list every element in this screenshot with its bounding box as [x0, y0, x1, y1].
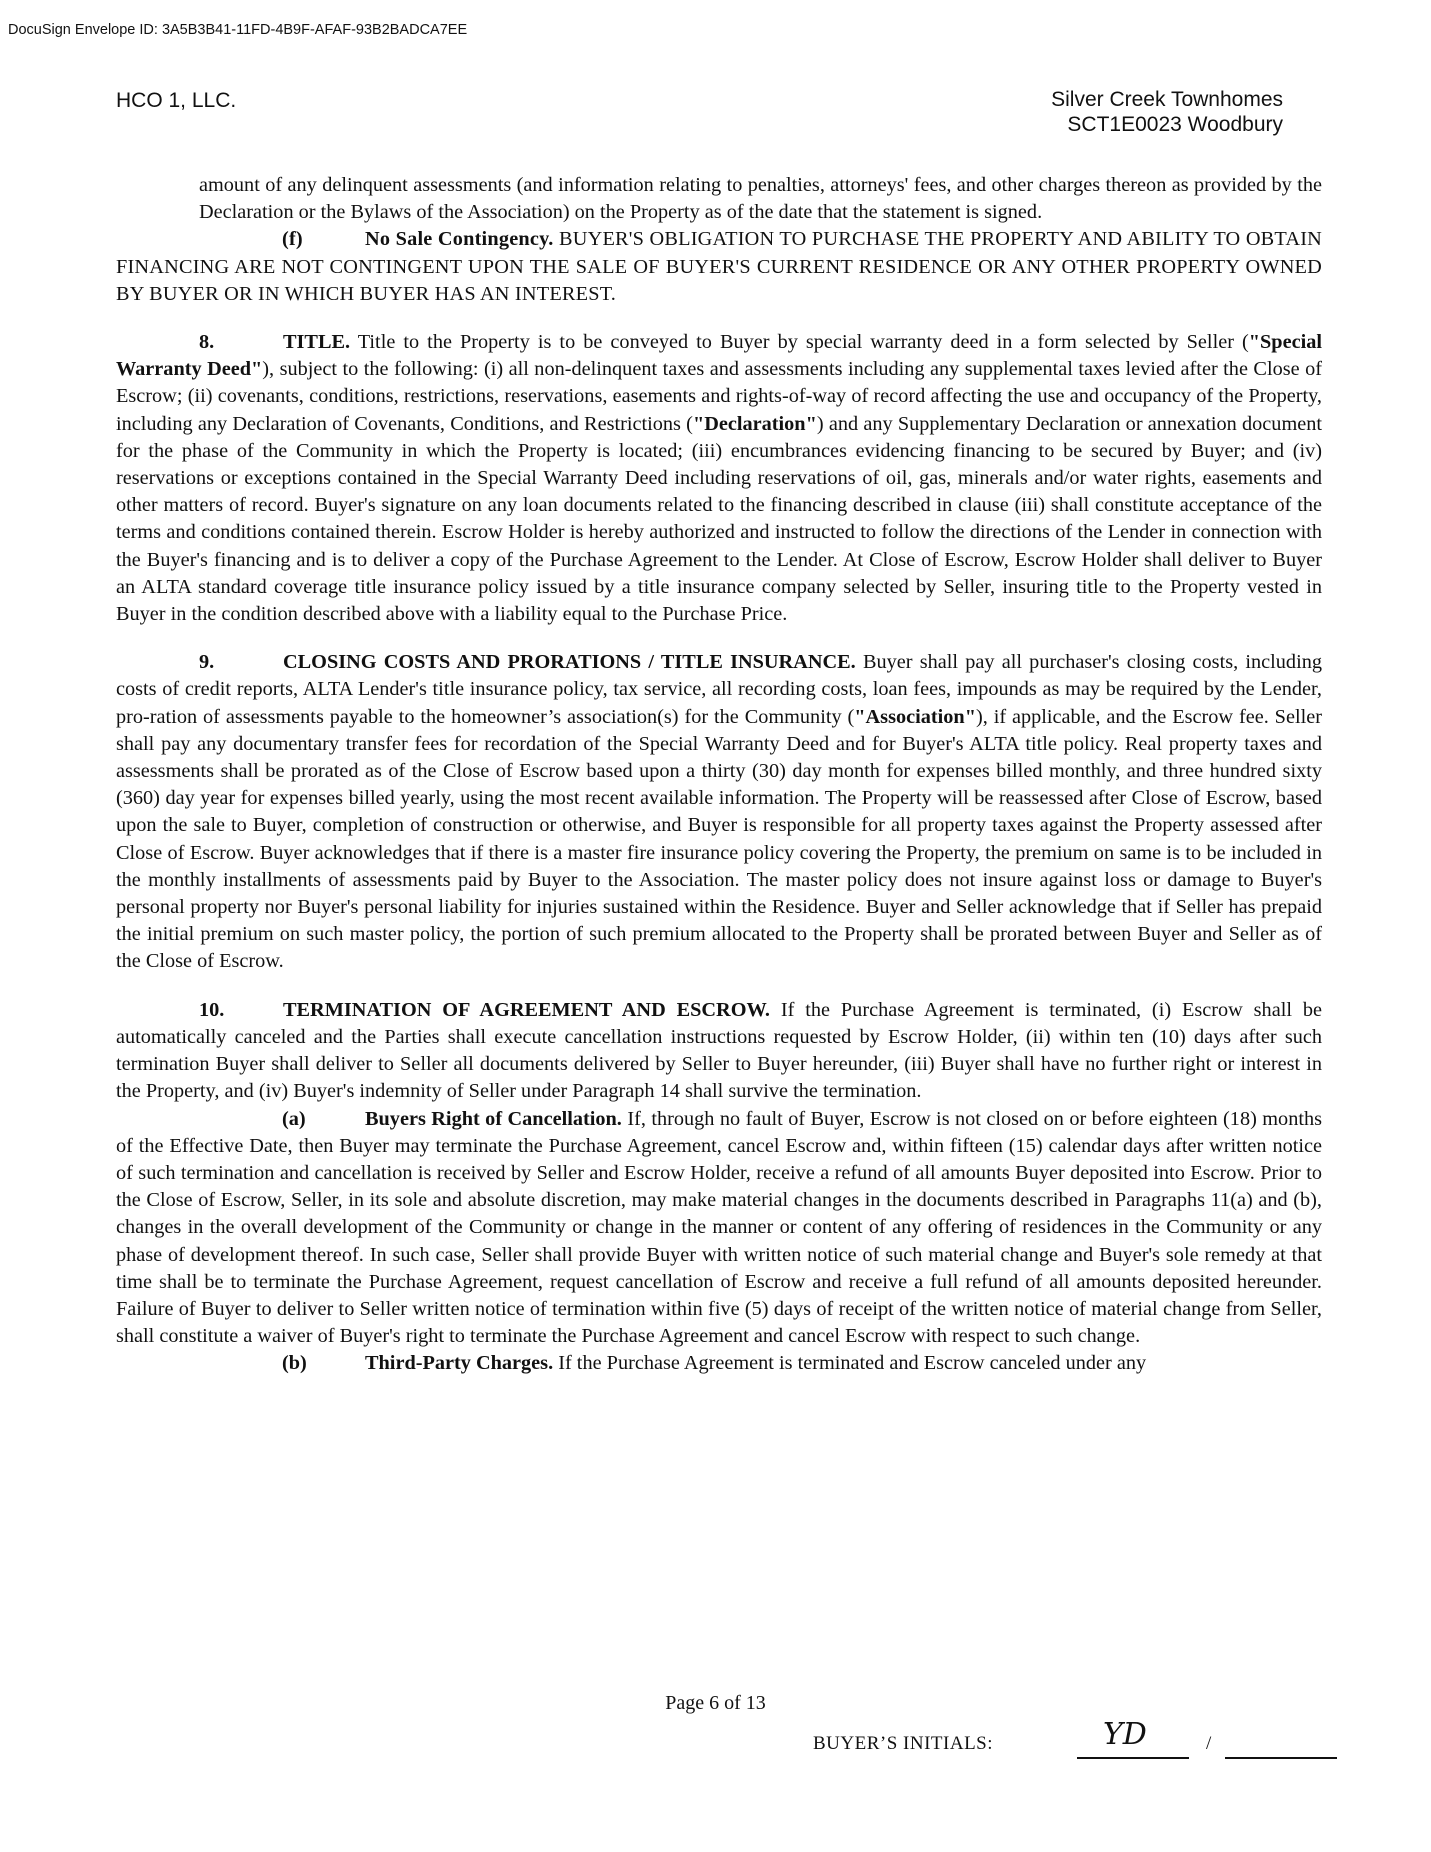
section-8 [116, 329, 1322, 628]
section-10a-text: If, through no fault of Buyer, Escrow is not closed on or before eighteen (18) months of the Effective Date, then Buyer may terminate the Purchase Agreement, cancel Escrow and, within fifteen (15) calendar days after written notice of such termination and cancellation is received by Seller and Escrow Holder, receive a refund of all amounts Buyer deposited into Escrow. Prior to the Close of Escrow, Seller, in its sole and absolute discretion, may make material changes in the documents described in Paragraphs 11(a) and (b), changes in the overall development of the Community or change in the manner or content of any offering of residences in the Community or any phase of development thereof. In such case, Seller shall provide Buyer with written notice of such material change and Buyer's sole remedy at that time shall be to terminate the Purchase Agreement, request cancellation of Escrow and receive a full refund of all amounts deposited hereunder. Failure of Buyer to deliver to Seller written notice of termination within five (5) days of receipt of the written notice of material change from Seller, shall constitute a waiver of Buyer's right to terminate the Purchase Agreement and cancel Escrow with respect to such change. [116, 1107, 1323, 1348]
section-10b-label: (b) [282, 1352, 307, 1375]
header-company: HCO 1, LLC. [116, 89, 237, 112]
section-7f-title: No Sale Contingency. [365, 228, 554, 251]
buyer-initials-block [813, 1717, 1333, 1761]
section-10a-title: Buyers Right of Cancellation. [365, 1107, 622, 1130]
buyer-initials-line-1[interactable] [1077, 1757, 1189, 1759]
header-lot-id: SCT1E0023 Woodbury [1067, 113, 1283, 136]
document-body [116, 172, 1322, 1378]
section-7f [116, 226, 1322, 308]
docusign-envelope-id: DocuSign Envelope ID: 3A5B3B41-11FD-4B9F-AFAF-93B2BADCA7EE [8, 22, 468, 38]
header-project-name: Silver Creek Townhomes [1051, 88, 1283, 111]
defined-term: "Special Warranty Deed" [116, 331, 1322, 381]
section-10-text: If the Purchase Agreement is terminated, (i) Escrow shall be automatically canceled and the Parties shall execute cancellation instructions requested by Escrow Holder, (ii) within ten (10) days after such termination Buyer shall deliver to Seller all documents delivered by Seller to Buyer hereunder, (iii) Buyer shall have no further right or interest in the Property, and (iv) Buyer's indemnity of Seller under Paragraph 14 shall survive the termination. [116, 998, 1322, 1103]
initials-separator: / [1206, 1733, 1212, 1754]
section-10b-title: Third-Party Charges. [365, 1352, 554, 1375]
buyer-initials-line-2[interactable] [1225, 1757, 1337, 1759]
section-10-title: TERMINATION OF AGREEMENT AND ESCROW. [283, 998, 770, 1021]
section-9-text: ), if applicable, and the Escrow fee. Seller shall pay any documentary transfer fees for recordation of the Special Warranty Deed and for Buyer's ALTA title policy. Real property taxes and assessments shall be prorated as of the Close of Escrow based upon a thirty (30) day month for expenses billed monthly, and three hundred sixty (360) day year for expenses billed yearly, using the most recent available information. The Property will be reassessed after Close of Escrow, based upon the sale to Buyer, completion of construction or otherwise, and Buyer is responsible for all property taxes against the Property assessed after Close of Escrow. Buyer acknowledges that if there is a master fire insurance policy covering the Property, the premium on same is to be included in the monthly installments of assessments paid by Buyer to the Association. The master policy does not insure against loss or damage to Buyer's personal property nor Buyer's personal liability for injuries sustained within the Residence. Buyer and Seller acknowledge that if Seller has prepaid the initial premium on such master policy, the portion of such premium allocated to the Property shall be prorated between Buyer and Seller as of the Close of Escrow. [116, 705, 1322, 973]
section-8-text: Title to the Property is to be conveyed to Buyer by special warranty deed in a form selected by Seller ( [357, 331, 1249, 354]
defined-term: "Association" [854, 705, 976, 728]
section-9-text: Buyer shall pay all purchaser's closing costs, including costs of credit reports, ALTA Lender's title insurance policy, tax service, all recording costs, loan fees, impounds as may be required by the Lender, pro-ration of assessments payable to the homeowner’s association(s) for the Community ( [116, 651, 1322, 728]
section-7f-label: (f) [282, 228, 303, 251]
section-10b-text: If the Purchase Agreement is terminated and Escrow canceled under any [558, 1352, 1147, 1375]
section-7-continuation: amount of any delinquent assessments (and information relating to penalties, attorneys' fees, and other charges thereon as provided by the Declaration or the Bylaws of the Association) on the Property as of the date that the statement is signed. [199, 174, 1322, 224]
buyer-initials-signature: YD [1103, 1717, 1147, 1752]
section-9-number: 9. [199, 651, 215, 674]
defined-term: "Declaration" [692, 412, 817, 435]
section-9-title: CLOSING COSTS AND PRORATIONS / TITLE INSURANCE. [283, 651, 856, 674]
section-10b [116, 1350, 1322, 1377]
section-10 [116, 997, 1322, 1106]
section-8-title: TITLE. [283, 331, 351, 354]
header-project [1051, 87, 1283, 137]
section-8-text: ), subject to the following: (i) all non-delinquent taxes and assessments including any supplemental taxes levied after the Close of Escrow; (ii) covenants, conditions, restrictions, reservations, easements and rights-of-way of record affecting the use and occupancy of the Property, including any Declaration of Covenants, Conditions, and Restrictions ( [116, 358, 1322, 435]
section-8-text: ) and any Supplementary Declaration or annexation document for the phase of the Community in which the Property is located; (iii) encumbrances evidencing financing to be secured by Buyer; and (iv) reservations or exceptions contained in the Special Warranty Deed including reservations of oil, gas, minerals and/or water rights, easements and other matters of record. Buyer's signature on any loan documents related to the financing described in clause (iii) shall constitute acceptance of the terms and conditions contained therein. Escrow Holder is hereby authorized and instructed to follow the directions of the Lender in connection with the Buyer's financing and is to deliver a copy of the Purchase Agreement to the Lender. At Close of Escrow, Escrow Holder shall deliver to Buyer an ALTA standard coverage title insurance policy issued by a title insurance company selected by Seller, insuring title to the Property vested in Buyer in the condition described above with a liability equal to the Purchase Price. [116, 412, 1322, 626]
page-number: Page 6 of 13 [665, 1692, 766, 1714]
section-10a-label: (a) [282, 1107, 306, 1130]
section-9 [116, 649, 1322, 975]
section-10-number: 10. [199, 998, 225, 1021]
section-7f-text: BUYER'S OBLIGATION TO PURCHASE THE PROPERTY AND ABILITY TO OBTAIN FINANCING ARE NOT CONTINGENT UPON THE SALE OF BUYER'S CURRENT RESIDENCE OR ANY OTHER PROPERTY OWNED BY BUYER OR IN WHICH BUYER HAS AN INTEREST. [116, 228, 1323, 305]
buyer-initials-label: BUYER’S INITIALS: [813, 1733, 994, 1754]
section-8-number: 8. [199, 331, 215, 354]
section-10a [116, 1106, 1322, 1351]
